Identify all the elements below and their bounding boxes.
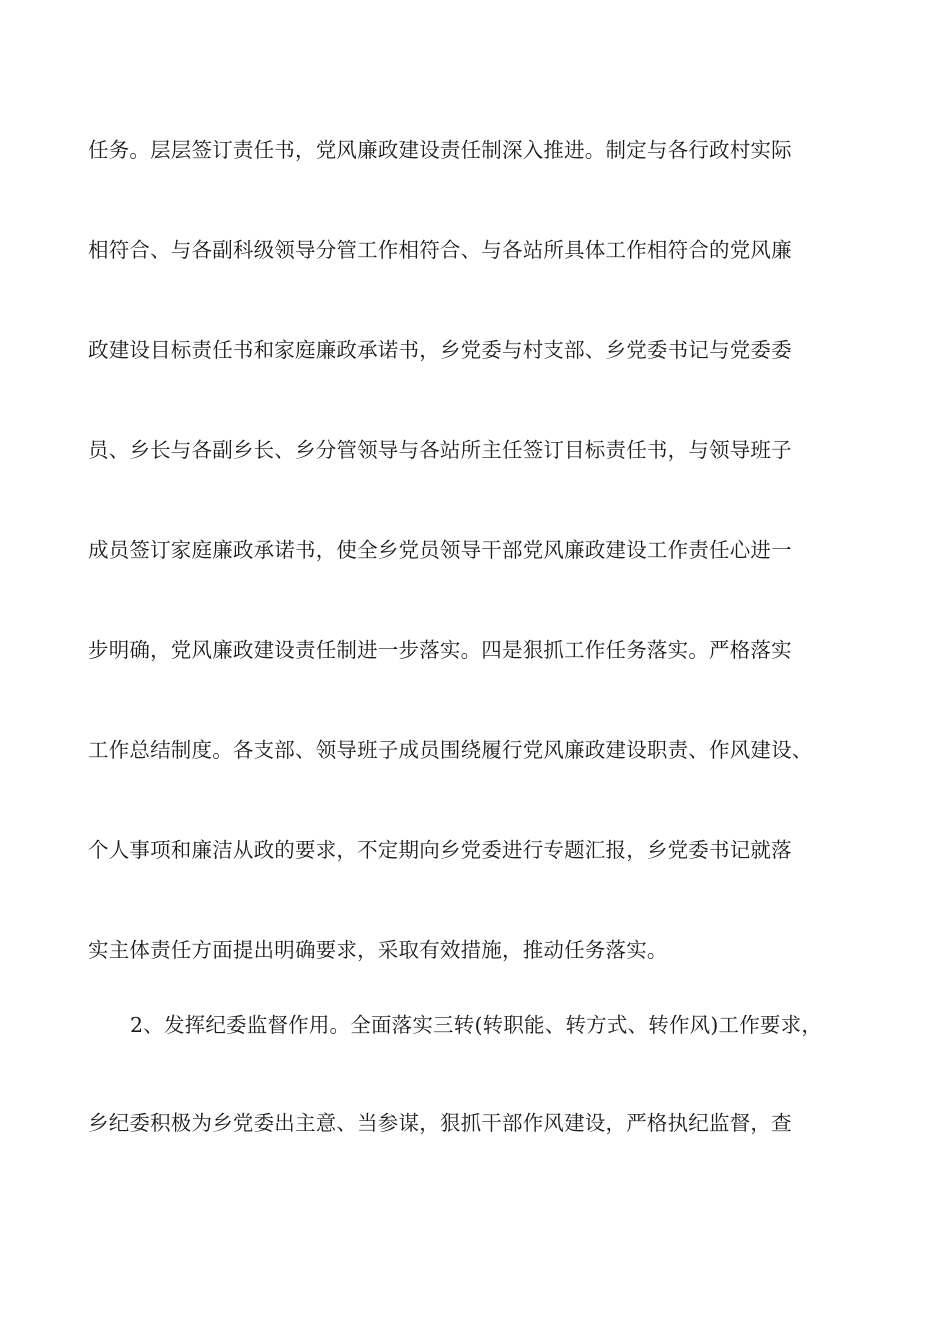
body-text-line: 个人事项和廉洁从政的要求，不定期向乡党委进行专题汇报，乡党委书记就落 [88, 838, 792, 862]
body-text-line: 相符合、与各副科级领导分管工作相符合、与各站所具体工作相符合的党风廉 [88, 238, 792, 262]
body-text-line: 成员签订家庭廉政承诺书，使全乡党员领导干部党风廉政建设工作责任心进一 [88, 538, 792, 562]
body-text-line: 实主体责任方面提出明确要求，采取有效措施，推动任务落实。 [88, 938, 668, 962]
paragraph-first-line: 2、发挥纪委监督作用。全面落实三转(转职能、转方式、转作风)工作要求， [130, 1013, 823, 1037]
body-text-line: 步明确，党风廉政建设责任制进一步落实。四是狠抓工作任务落实。严格落实 [88, 638, 792, 662]
body-text-line: 任务。层层签订责任书，党风廉政建设责任制深入推进。制定与各行政村实际 [88, 138, 792, 162]
body-text-line: 乡纪委积极为乡党委出主意、当参谋，狠抓干部作风建设，严格执纪监督，查 [88, 1111, 792, 1135]
body-text-line: 员、乡长与各副乡长、乡分管领导与各站所主任签订目标责任书，与领导班子 [88, 438, 792, 462]
body-text-line: 工作总结制度。各支部、领导班子成员围绕履行党风廉政建设职责、作风建设、 [88, 738, 813, 762]
body-text-line: 政建设目标责任书和家庭廉政承诺书，乡党委与村支部、乡党委书记与党委委 [88, 338, 792, 362]
